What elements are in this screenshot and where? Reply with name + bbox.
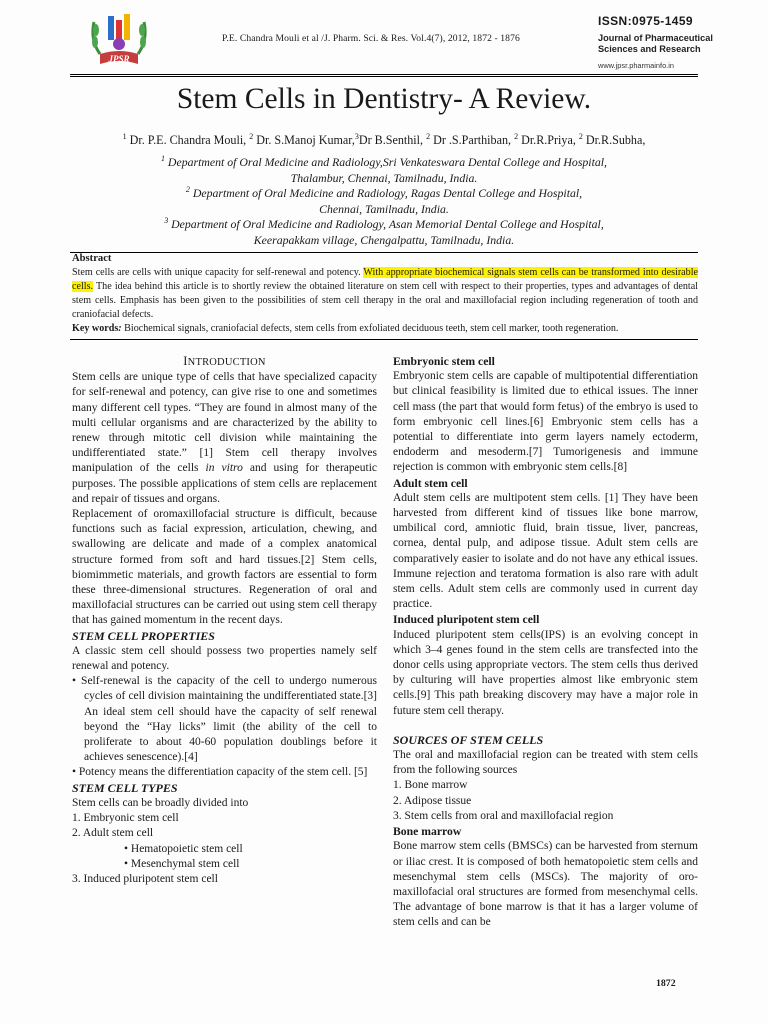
keywords <box>72 322 698 336</box>
affiliation-line: Chennai, Tamilnadu, India. <box>319 201 449 216</box>
page-number: 1872 <box>656 978 676 989</box>
source-item: 3. Stem cells from oral and maxillofacial region <box>393 809 614 822</box>
issn: ISSN:0975-1459 <box>598 14 693 28</box>
adult-paragraph: Adult stem cells are multipotent stem cells. [1] They have been harvested from different kind of tissues like bone marrow, umbilical cord, amniotic fluid, brain tissue, liver, pancreas, cornea, dental pulp, and adipose tissue. Adult stem cells are comparatively easier to isolate and do not have any ethical issues. Immune rejection and teratoma formation is also rare with adult stem cells. Adult stem cells are commonly used in current day practice. <box>393 491 698 611</box>
type-subitem: • Hematopoietic stem cell <box>124 842 243 855</box>
intro-p1-end: and using for therapeutic purposes. The possible applications of stem cells are replacement and repair of tissues and organs. <box>72 462 377 505</box>
author-name: Dr. P.E. Chandra Mouli, <box>126 133 250 147</box>
author-sup: 2 <box>426 131 431 141</box>
bone-marrow-heading: Bone marrow <box>393 825 462 839</box>
types-paragraph: Stem cells can be broadly divided into <box>72 796 249 809</box>
types-heading: STEM CELL TYPES <box>72 780 178 795</box>
ips-paragraph: Induced pluripotent stem cells(IPS) is an evolving concept in which 3–4 genes found in the stem cells are transfected into the donor cells using appropriate vectors. The stem cells thus derived by culturing will have properties almost like embryonic stem cells.[9] This path breaking discovery may have a major role in future stem cell therapy. <box>393 628 698 717</box>
section-gap <box>393 719 698 733</box>
journal-url: www.jpsr.pharmainfo.in <box>598 61 674 70</box>
type-item: 3. Induced pluripotent stem cell <box>72 872 218 885</box>
left-column <box>72 354 377 887</box>
ips-heading: Induced pluripotent stem cell <box>393 613 540 627</box>
affiliation-line: Thalambur, Chennai, Tamilnadu, India. <box>290 170 478 185</box>
intro-rest: NTRODUCTION <box>187 357 266 368</box>
potency-bullet: • Potency means the differentiation capacity of the stem cell. [5] <box>72 766 368 779</box>
intro-paragraph-1 <box>72 370 377 507</box>
journal-name <box>598 33 758 55</box>
keywords-colon: : <box>118 323 122 335</box>
keywords-label: Key words <box>72 323 119 335</box>
intro-p1-start: Stem cells are unique type of cells that have specialized capacity for self-renewal and potency, can give rise to one and sometimes many different cell types. “They are found in almost many of the multi cellular organisms and are characterized by the ability to renew through mitotic cell division while maintaining the undifferentiated state.” [1] Stem cell therapy involves manipulation of the cells <box>72 371 377 475</box>
bone-marrow-paragraph: Bone marrow stem cells (BMSCs) can be harvested from sternum or iliac crest. It is composed of both hematopoietic stem cells and mesenchymal stem cells (MSCs). The majority of oro-maxillofacial oral structures are formed from mesenchymal cells. The advantage of bone marrow is that it has a larger volume of stem cells and can be <box>393 840 698 929</box>
author-name: Dr B.Senthil, <box>358 133 427 147</box>
affiliation-sup: 1 <box>160 154 165 164</box>
author-sup: 1 <box>122 131 127 141</box>
header-rule-bottom <box>70 76 698 77</box>
abstract-text-end: The idea behind this article is to shortly review the obtained literature on stem cell with respect to their properties, types and advantages of dental stem cells. Emphasis has been given to the possibilities of stem cell therapy in the oral and maxillofacial region including regeneration of tooth and craniofacial defects. <box>72 281 698 321</box>
intro-cap: I <box>183 354 188 368</box>
abstract-block <box>72 252 698 336</box>
properties-heading: STEM CELL PROPERTIES <box>72 628 215 643</box>
affiliation-sup: 3 <box>164 216 169 226</box>
adult-heading: Adult stem cell <box>393 476 468 490</box>
affiliation-line: Department of Oral Medicine and Radiology, Asan Memorial Dental College and Hospital, <box>168 217 604 231</box>
type-item: 1. Embryonic stem cell <box>72 812 179 825</box>
abstract-highlight: With appropriate biochemical signals stem cells can be transformed into desirable cells. <box>72 267 698 293</box>
keywords-text: Biochemical signals, craniofacial defects, stem cells from exfoliated deciduous teeth, stem cell marker, tooth regeneration. <box>121 323 619 335</box>
article-title: Stem Cells in Dentistry- A Review. <box>176 83 592 115</box>
affiliation-3 <box>0 217 768 248</box>
logo-text: JPSR <box>108 54 130 64</box>
citation-line: P.E. Chandra Mouli et al /J. Pharm. Sci. & Res. Vol.4(7), 2012, 1872 - 1876 <box>222 33 520 44</box>
affiliation-1 <box>0 155 768 186</box>
header-rule-top <box>70 74 698 75</box>
author-name: Dr .S.Parthiban, <box>430 133 515 147</box>
affiliation-line: Keerapakkam village, Chengalpattu, Tamilnadu, India. <box>253 232 515 247</box>
author-sup: 3 <box>354 131 359 141</box>
jpsr-logo <box>86 10 152 72</box>
source-item: 1. Bone marrow <box>393 779 468 792</box>
affiliation-line: Department of Oral Medicine and Radiology, Ragas Dental College and Hospital, <box>189 186 583 200</box>
type-item: 2. Adult stem cell <box>72 827 154 840</box>
abstract-heading: Abstract <box>72 253 112 264</box>
abstract-text-start: Stem cells are cells with unique capacity for self-renewal and potency. <box>72 267 364 278</box>
type-subitem: • Mesenchymal stem cell <box>124 857 240 870</box>
affiliation-sup: 2 <box>185 185 190 195</box>
abstract-rule-bottom <box>70 339 698 340</box>
intro-p1-italic: in vitro <box>205 462 243 475</box>
journal-name-line-1: Journal of Pharmaceutical <box>598 33 713 43</box>
properties-paragraph: A classic stem cell should possess two properties namely self renewal and potency. <box>72 644 377 673</box>
introduction-heading <box>72 354 377 370</box>
source-item: 2. Adipose tissue <box>393 794 472 807</box>
journal-info <box>598 14 758 70</box>
affiliation-line: Department of Oral Medicine and Radiology,Sri Venkateswara Dental College and Hospital, <box>164 155 607 169</box>
author-sup: 2 <box>249 131 254 141</box>
sources-heading: SOURCES OF STEM CELLS <box>393 732 544 747</box>
abstract-text <box>72 266 698 322</box>
author-name: Dr. S.Manoj Kumar, <box>253 133 355 147</box>
affiliation-2 <box>0 186 768 217</box>
intro-paragraph-2: Replacement of oromaxillofacial structure is difficult, because functions such as facial expression, articulation, chewing, and swallowing are delicate and made of a complex anatomical structure formed from soft and hard tissues.[2] Stem cells, biomimmetic materials, and growth factors are essential to form these three-dimensional structures. Regeneration of oral and maxillofacial structures can be carried out using stem cell therapy that has gained momentum in the recent days. <box>72 508 377 627</box>
author-name: Dr.R.Priya, <box>518 133 579 147</box>
embryonic-paragraph: Embryonic stem cells are capable of multipotential differentiation but clinical feasibility is limited due to ethical issues. The inner cell mass (the part that would form fetus) of the embryo is used to form embryonic cell lines.[6] Embryonic stem cells has a potential to differentiate into germ layers namely ectoderm, endoderm and mesoderm.[7] Tumorigenesis and immune rejection is common with embryonic stem cells.[8] <box>393 370 698 474</box>
author-sup: 2 <box>578 131 583 141</box>
embryonic-heading: Embryonic stem cell <box>393 355 495 368</box>
author-sup: 2 <box>514 131 519 141</box>
right-column <box>393 354 698 931</box>
self-renewal-bullet: • Self-renewal is the capacity of the cell to undergo numerous cycles of cell division maintaining the undifferentiated state.[3] An ideal stem cell should have the capacity of self renewal beyond the “Hay licks” limit (the ability of the cell to proliferate to about 40-60 population doublings before it achieves senescence).[4] <box>72 675 377 764</box>
sources-paragraph: The oral and maxillofacial region can be treated with stem cells from the following sources <box>393 749 698 777</box>
author-list <box>0 133 768 148</box>
journal-name-line-2: Sciences and Research <box>598 44 701 54</box>
author-name: Dr.R.Subha, <box>582 133 646 147</box>
